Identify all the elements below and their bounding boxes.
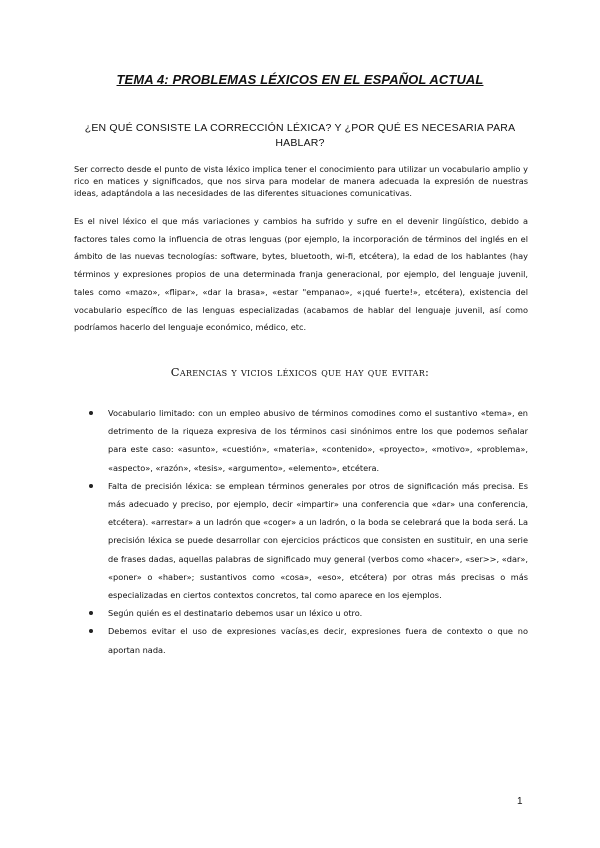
paragraph-lexical-variation: Es el nivel léxico el que más variaciones y cambios ha sufrido y sufre en el devenir lingüístico, debido a factores tales como la influencia de otras lenguas (por ejemplo, la incorporación de términos del inglés en el ámbito de las nuevas tecnologías: software, bytes, bluetooth, wi-fi, etcétera), la edad de los hablantes (hay términos y expresiones propios de una determinada franja generacional, por ejemplo, del lenguaje juvenil, tales como «mazo», «flipar», «dar la brasa», «estar "empanao», «¡qué fuerte!», etcétera), existencia del vocabulario específico de las lenguas especializadas (acabamos de hablar del lenguaje juvenil, así como podríamos hacerlo del lenguaje económico, médico, etc. <box>74 216 528 333</box>
section-heading-carencias: Carencias y vicios léxicos que hay que evitar: <box>170 365 430 379</box>
list-item-text: Debemos evitar el uso de expresiones vacías,es decir, expresiones fuera de contexto o que no aportan nada. <box>108 626 528 655</box>
page-number: 1 <box>517 796 523 807</box>
list-item <box>108 622 528 658</box>
document-title: TEMA 4: PROBLEMAS LÉXICOS EN EL ESPAÑOL ACTUAL <box>116 72 484 87</box>
list-item <box>108 404 528 477</box>
bullet-icon <box>89 611 93 615</box>
list-item <box>108 604 528 622</box>
list-item-text: Falta de precisión léxica: se emplean términos generales por otros de significación más precisa. Es más adecuado y preciso, por ejemplo, decir «impartir» una conferencia que «dar» una conferencia, etcétera). «arrestar» a un ladrón que «coger» a un ladrón, o la boda se celebrará que la boda será. La precisión léxica se puede desarrollar con ejercicios prácticos que consisten en sustituir, en una serie de frases dadas, aquellas palabras de significado muy general (verbos como «hacer», «ser>>, «dar», «poner» o «haber»; sustantivos como «cosa», «eso», etcétera) por otras más precisas o más especializadas en ciertos contextos concretos, tal como aparece en los ejemplos. <box>108 480 528 601</box>
list-item-text: Según quién es el destinatario debemos usar un léxico u otro. <box>108 608 363 619</box>
list-item <box>108 477 528 604</box>
section-heading-question: ¿EN QUÉ CONSISTE LA CORRECCIÓN LÉXICA? Y ¿POR QUÉ ES NECESARIA PARA HABLAR? <box>84 122 516 149</box>
list-item-text: Vocabulario limitado: con un empleo abusivo de términos comodines como el sustantivo «tema», en detrimento de la riqueza expresiva de los términos casi sinónimos entre los que podemos señalar para este caso: «asunto», «cuestión», «materia», «contenido», «proyecto», «motivo», «problema», «aspecto», «razón», «tesis», «argumento», «elemento», etcétera. <box>108 408 528 473</box>
bullet-icon <box>89 411 93 415</box>
bullet-icon <box>89 484 93 488</box>
bullet-list <box>108 404 528 659</box>
paragraph-lexical-correctness: Ser correcto desde el punto de vista léxico implica tener el conocimiento para utilizar un vocabulario amplio y rico en matices y significados, que nos sirva para modelar de manera adecuada la expresión de nuestras ideas, adaptándola a las necesidades de las diferentes situaciones comunicativas. <box>74 164 528 198</box>
bullet-icon <box>89 629 93 633</box>
